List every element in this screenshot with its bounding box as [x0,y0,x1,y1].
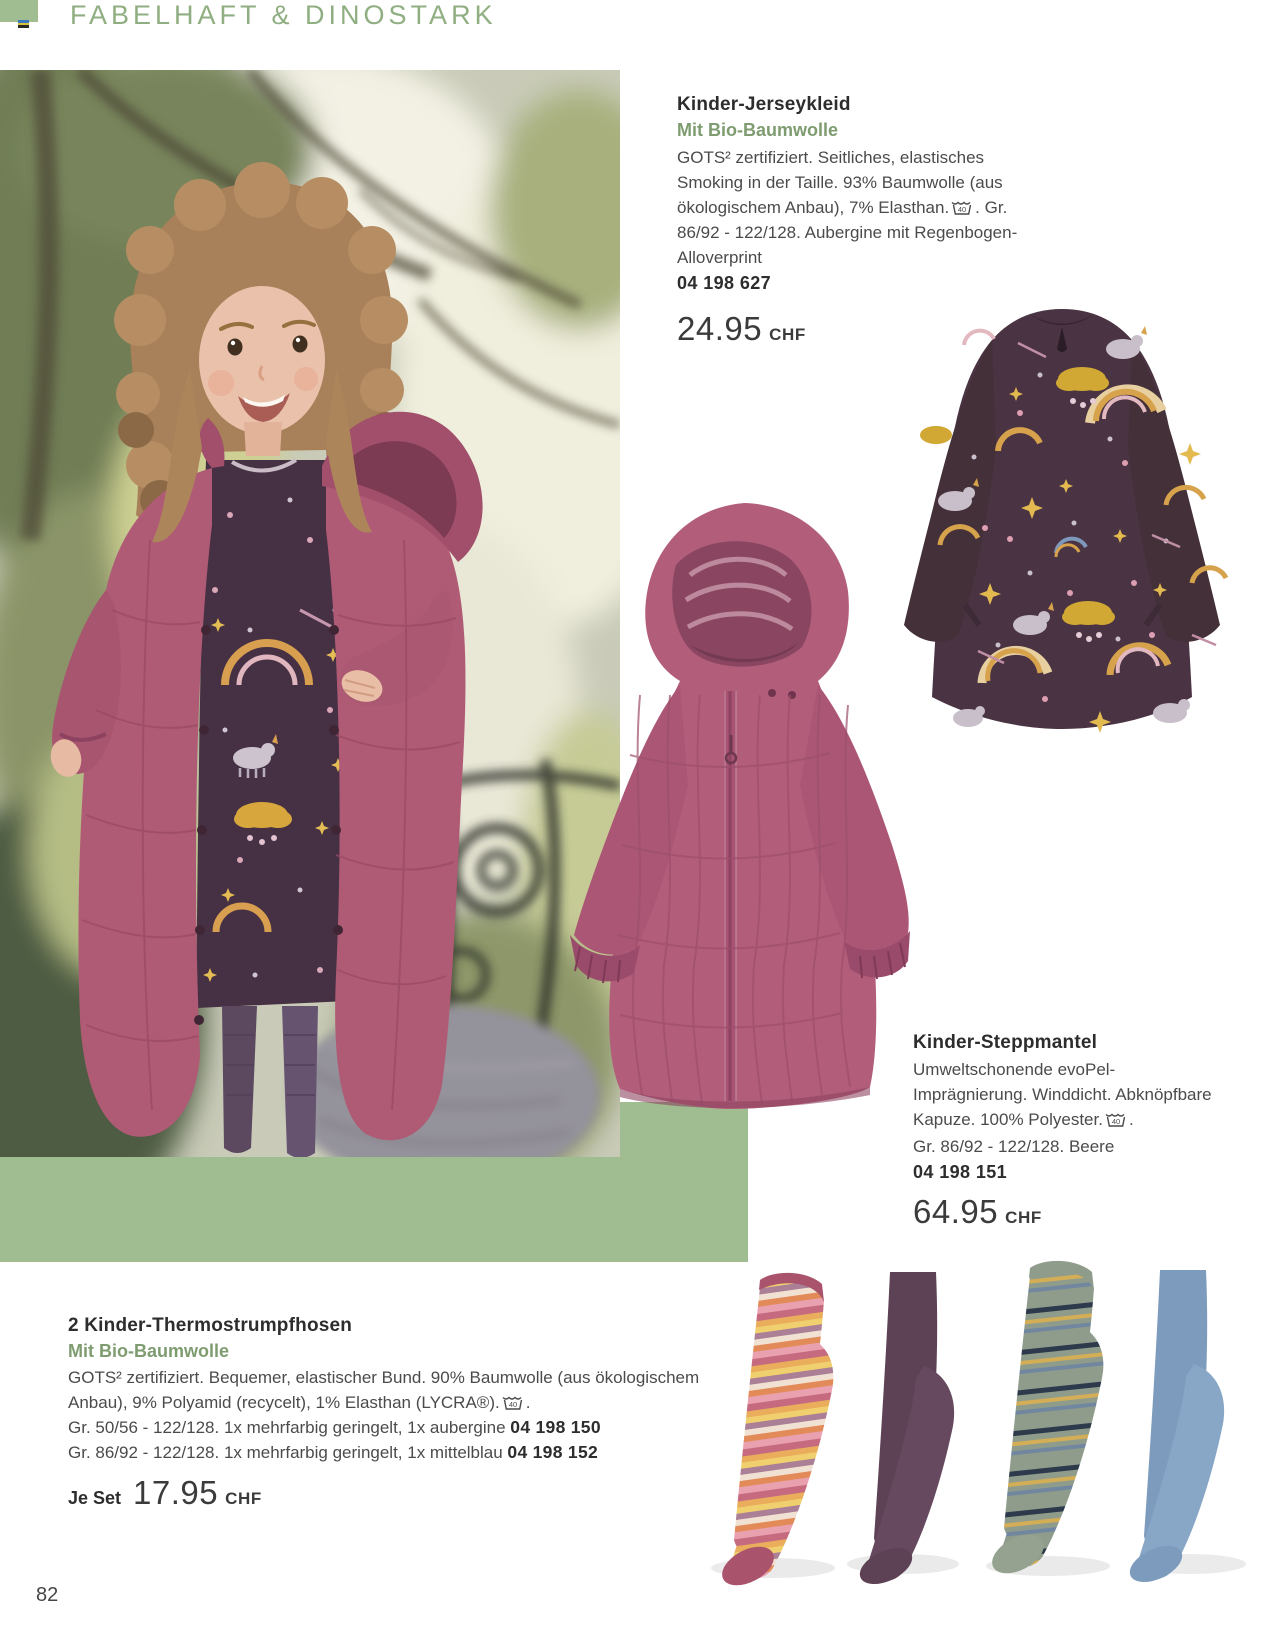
price-currency: CHF [769,325,806,344]
variant-text: Gr. 50/56 - 122/128. 1x mehrfarbig geringelt, 1x aubergine [68,1418,511,1437]
svg-text:40: 40 [508,1400,517,1409]
description-text: Umweltschonende evoPel-Imprägnierung. Winddicht. Abknöpfbare Kapuze. 100% Polyester. [913,1060,1212,1129]
product-subtitle: Mit Bio-Baumwolle [68,1341,229,1361]
variant-row-mittelblau [68,1440,718,1465]
svg-text:40: 40 [958,205,967,214]
jersey-dress-illustration [870,283,1255,748]
product-description [677,145,1022,270]
product-info-thermo-tights [68,1313,718,1512]
article-number: 04 198 151 [913,1162,1008,1182]
article-number: 04 198 152 [507,1442,599,1462]
product-title: Kinder-Jerseykleid [677,94,851,115]
product-photo-quilted-coat [540,495,915,1112]
price-label: Je Set [68,1488,122,1508]
price-currency: CHF [225,1489,262,1508]
product-info-quilted-coat [913,1030,1215,1231]
description-text: GOTS² zertifiziert. Bequemer, elastischer Bund. 90% Baumwolle (aus ökologischem Anbau), 9% Polyamid (recycelt), 1% Elasthan (LYCRA®). [68,1368,700,1412]
corner-color-square [0,0,38,22]
article-number: 04 198 627 [677,273,772,293]
description-text: . Gr. 86/92 - 122/128. Aubergine mit Regenbogen-Alloverprint [677,198,1018,267]
machine-wash-40-icon [1105,1110,1127,1128]
article-number: 04 198 150 [510,1417,601,1437]
product-photo-jersey-dress [870,283,1255,748]
product-title: 2 Kinder-Thermostrumpfhosen [68,1315,353,1336]
price-amount: 64.95 [913,1193,999,1230]
product-subtitle: Mit Bio-Baumwolle [677,120,838,140]
svg-text:40: 40 [1111,1117,1121,1126]
machine-wash-40-icon [951,198,973,216]
product-description [913,1057,1215,1132]
hero-photo-illustration [0,70,620,1157]
hero-photo-girl-in-coat [0,70,620,1157]
page-title: FABELHAFT & DINOSTARK [70,0,497,30]
price [68,1474,718,1512]
variant-text: Gr. 86/92 - 122/128. 1x mehrfarbig geringelt, 1x mittelblau [68,1443,508,1462]
product-info-jersey-dress [677,92,1022,348]
price-currency: CHF [1005,1208,1042,1227]
description-text: . [1128,1110,1134,1129]
tights-illustration [698,1246,1258,1591]
machine-wash-40-icon [502,1393,524,1411]
price-amount: 17.95 [133,1474,219,1511]
description-text: . [525,1393,531,1412]
product-photo-thermo-tights [698,1246,1258,1591]
price [913,1193,1215,1231]
price-amount: 24.95 [677,310,763,347]
quilted-coat-illustration [540,495,915,1112]
print-registration-mark [18,20,29,28]
price [677,310,1022,348]
page-number: 82 [36,1584,59,1606]
product-description [68,1365,718,1415]
size-color-line: Gr. 86/92 - 122/128. Beere [913,1137,1115,1156]
product-title: Kinder-Steppmantel [913,1032,1098,1053]
description-text: GOTS² zertifiziert. Seitliches, elastisches Smoking in der Taille. 93% Baumwolle (aus ökologischem Anbau), 7% Elasthan. [677,148,1003,217]
variant-row-aubergine [68,1415,718,1440]
